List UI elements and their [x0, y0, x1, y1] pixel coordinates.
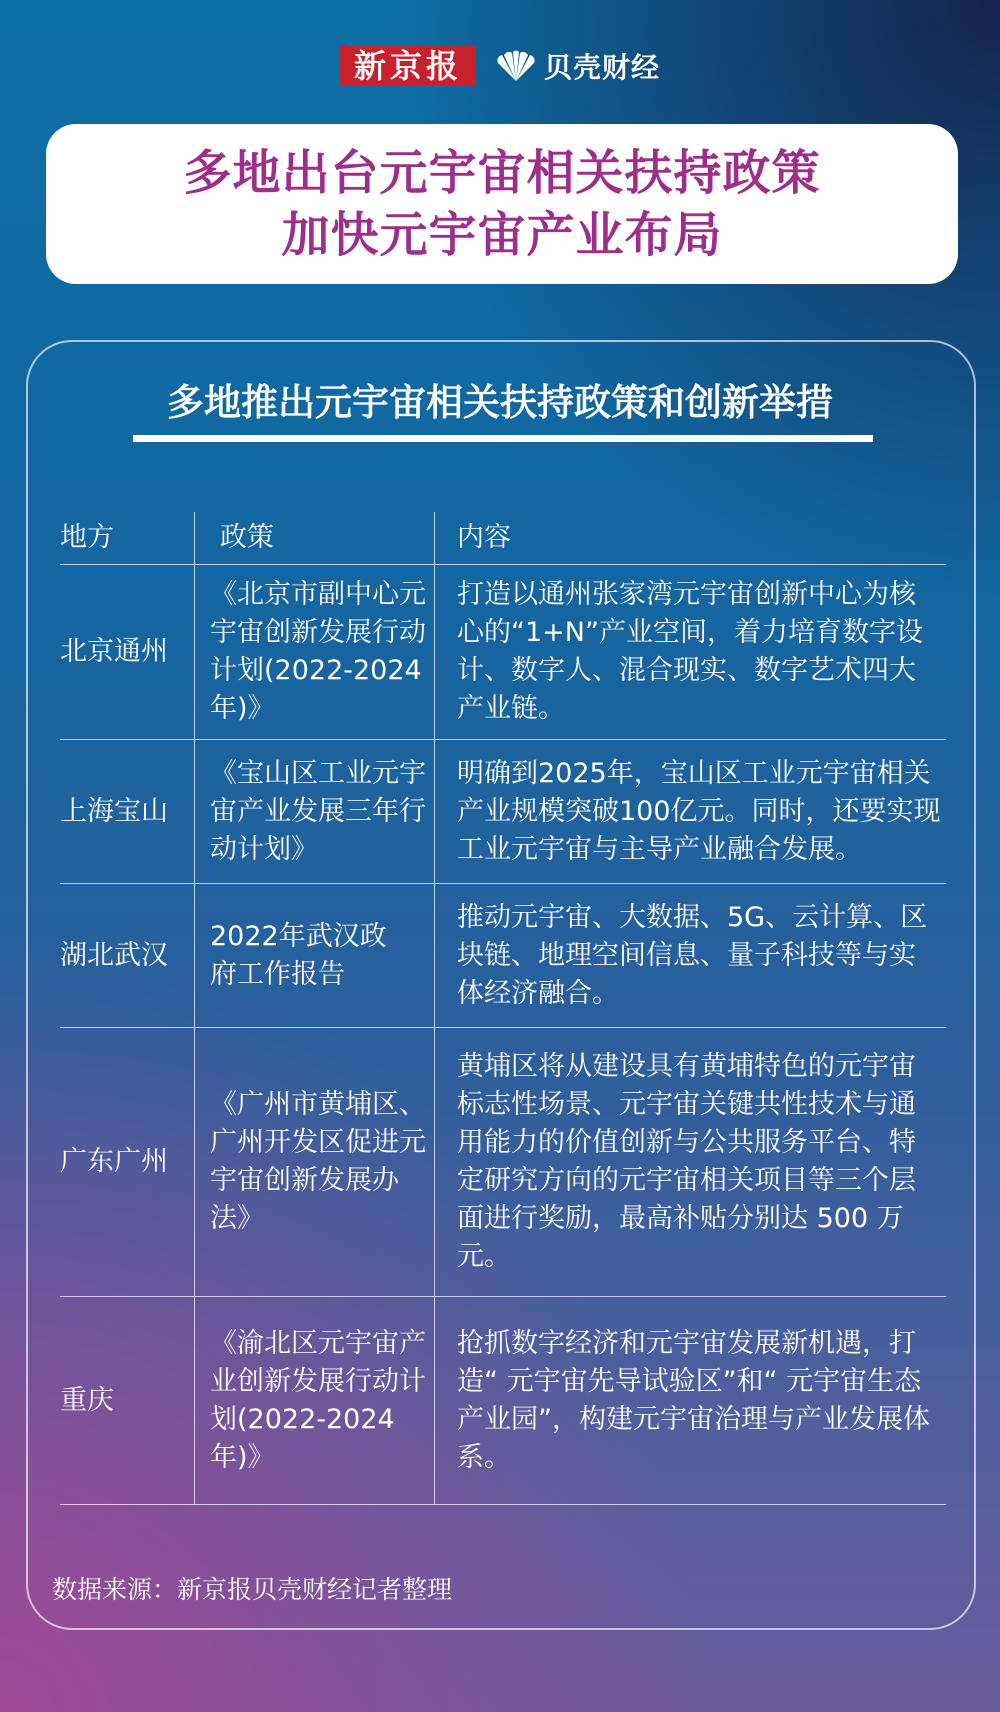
row-place: 北京通州 [60, 636, 168, 667]
table-row [60, 1297, 946, 1505]
row-content: 黄埔区将从建设具有黄埔特色的元宇宙标志性场景、元宇宙关键共性技术与通用能力的价值创新与公共服务平台、特定研究方向的元宇宙相关项目等三个层面进行奖励，最高补贴分别达 500 万元。 [434, 1028, 946, 1296]
row-content: 明确到2025年，宝山区工业元宇宙相关产业规模突破100亿元。同时，还要实现工业元宇宙与主导产业融合发展。 [434, 740, 946, 883]
row-policy: 《渝北区元宇宙产业创新发展行动计划(2022-2024年)》 [194, 1297, 434, 1504]
row-place: 上海宝山 [60, 795, 168, 827]
header-logos [0, 46, 1000, 86]
row-content: 抢抓数字经济和元宇宙发展新机遇，打造“ 元宇宙先导试验区”和“ 元宇宙生态产业园”，构建元宇宙治理与产业发展体系。 [434, 1297, 946, 1504]
subtitle-underline [133, 435, 873, 442]
table-row [60, 565, 946, 740]
xjb-logo: 新京报 [340, 46, 476, 86]
header-policy-text: 政策 [220, 522, 274, 553]
row-content: 推动元宇宙、大数据、5G、云计算、区块链、地理空间信息、量子科技等与实体经济融合。 [434, 884, 946, 1027]
table-header-row [60, 512, 946, 565]
policy-table [60, 512, 946, 1505]
row-policy: 《广州市黄埔区、广州开发区促进元宇宙创新发展办法》 [194, 1028, 434, 1296]
row-policy: 《宝山区工业元宇宙产业发展三年行动计划》 [194, 740, 434, 883]
row-content: 打造以通州张家湾元宇宙创新中心为核心的“1+N”产业空间，着力培育数字设计、数字人、混合现实、数字艺术四大产业链。 [434, 565, 946, 739]
header-place: 地方 [60, 522, 114, 553]
row-policy: 2022年武汉政府工作报告 [194, 884, 434, 1027]
bk-logo [494, 46, 660, 86]
table-row [60, 740, 946, 884]
table-row [60, 884, 946, 1028]
title-banner [46, 124, 958, 284]
section-subtitle: 多地推出元宇宙相关扶持政策和创新举措 [167, 381, 833, 424]
header-content: 内容 [434, 512, 946, 564]
table-row [60, 1028, 946, 1297]
shell-icon [494, 49, 538, 83]
row-policy: 《北京市副中心元宇宙创新发展行动计划(2022-2024年)》 [194, 565, 434, 739]
header-policy [194, 512, 434, 564]
row-place: 重庆 [60, 1384, 114, 1416]
data-source: 数据来源：新京报贝壳财经记者整理 [52, 1575, 453, 1604]
title-line-1: 多地出台元宇宙相关扶持政策 [183, 145, 821, 201]
title-line-2: 加快元宇宙产业布局 [281, 207, 723, 263]
row-place: 广东广州 [60, 1146, 168, 1177]
bk-logo-text: 贝壳财经 [544, 51, 661, 84]
row-place: 湖北武汉 [60, 939, 168, 971]
